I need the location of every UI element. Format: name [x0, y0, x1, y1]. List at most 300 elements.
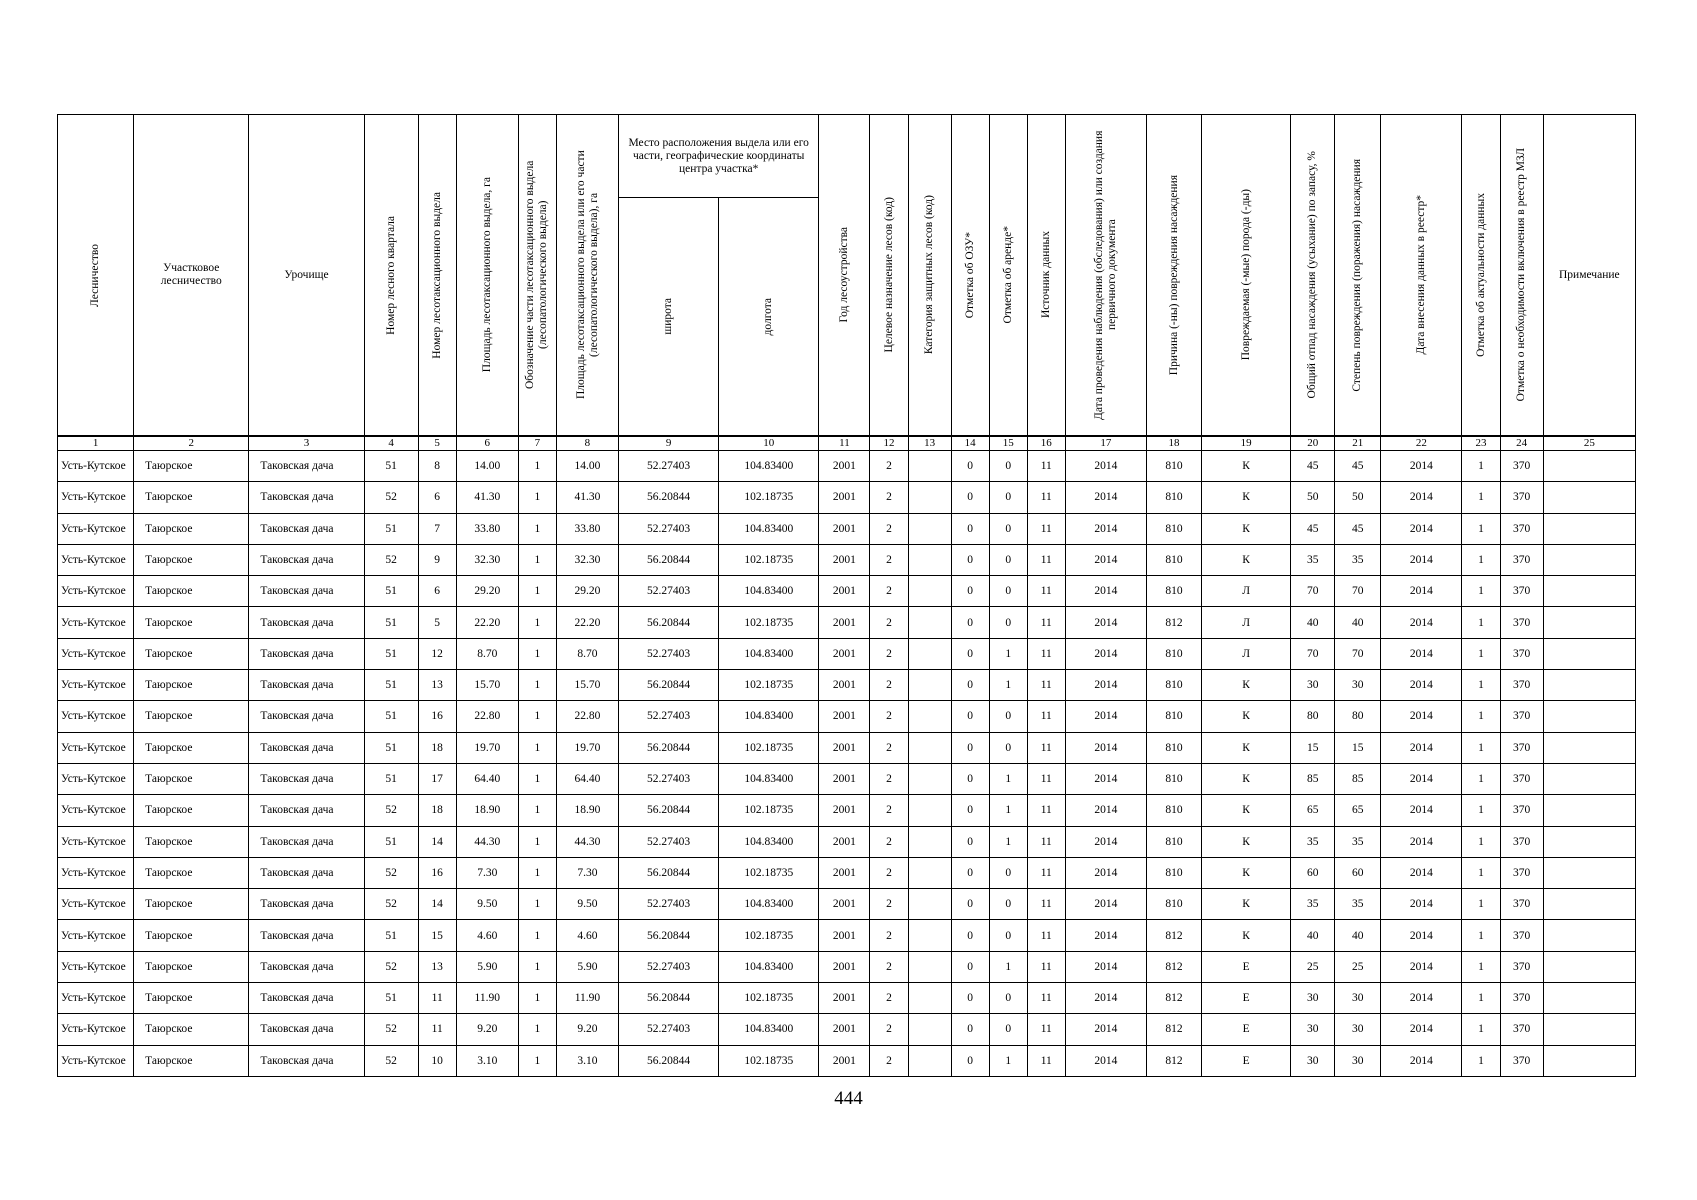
cell-allotment-area: 3.10 [456, 1045, 518, 1076]
cell-forestry: Усть-Кутское [58, 670, 134, 701]
cell-inventory-year: 2001 [819, 732, 870, 763]
cell-entry-date: 2014 [1381, 670, 1462, 701]
cell-cause: 810 [1146, 857, 1201, 888]
cell-species: К [1202, 826, 1291, 857]
header-mzl-mark: Отметка о необходимости включения в реестр МЗЛ [1500, 115, 1543, 437]
cell-loss: 35 [1291, 826, 1335, 857]
cell-mzl: 370 [1500, 513, 1543, 544]
cell-purpose: 2 [870, 763, 908, 794]
cell-district: Таюрское [134, 670, 249, 701]
cell-relevance: 1 [1462, 1014, 1500, 1045]
cell-allotment: 16 [418, 857, 456, 888]
cell-degree: 50 [1335, 482, 1381, 513]
cell-allotment: 10 [418, 1045, 456, 1076]
cell-longitude: 104.83400 [719, 576, 819, 607]
cell-lease: 0 [989, 451, 1027, 482]
header-latitude: широта [618, 198, 718, 436]
cell-tract: Таковская дача [249, 607, 364, 638]
cell-degree: 60 [1335, 857, 1381, 888]
cell-latitude: 52.27403 [618, 513, 718, 544]
cell-loss: 30 [1291, 670, 1335, 701]
cell-purpose: 2 [870, 451, 908, 482]
cell-species: Л [1202, 638, 1291, 669]
cell-lease: 1 [989, 670, 1027, 701]
cell-allotment: 13 [418, 951, 456, 982]
cell-species: К [1202, 732, 1291, 763]
cell-source: 11 [1027, 701, 1065, 732]
cell-mzl: 370 [1500, 607, 1543, 638]
cell-lease: 0 [989, 889, 1027, 920]
page-number: 444 [834, 1088, 863, 1109]
cell-lease: 1 [989, 763, 1027, 794]
cell-cause: 810 [1146, 889, 1201, 920]
cell-lease: 0 [989, 607, 1027, 638]
cell-tract: Таковская дача [249, 513, 364, 544]
cell-tract: Таковская дача [249, 576, 364, 607]
cell-mzl: 370 [1500, 482, 1543, 513]
cell-purpose: 2 [870, 544, 908, 575]
column-number-cell: 21 [1335, 436, 1381, 451]
column-number-cell: 25 [1543, 436, 1635, 451]
cell-inventory-year: 2001 [819, 1014, 870, 1045]
cell-longitude: 102.18735 [719, 920, 819, 951]
cell-longitude: 102.18735 [719, 732, 819, 763]
cell-purpose: 2 [870, 951, 908, 982]
cell-relevance: 1 [1462, 826, 1500, 857]
cell-cause: 810 [1146, 482, 1201, 513]
cell-lease: 1 [989, 951, 1027, 982]
cell-cause: 810 [1146, 826, 1201, 857]
header-longitude: долгота [719, 198, 819, 436]
cell-forestry: Усть-Кутское [58, 576, 134, 607]
cell-observation-date: 2014 [1065, 451, 1146, 482]
cell-loss: 50 [1291, 482, 1335, 513]
cell-tract: Таковская дача [249, 983, 364, 1014]
cell-allotment: 17 [418, 763, 456, 794]
cell-species: К [1202, 857, 1291, 888]
table-row [58, 638, 1636, 669]
cell-source: 11 [1027, 732, 1065, 763]
cell-tract: Таковская дача [249, 544, 364, 575]
cell-part: 1 [518, 951, 556, 982]
cell-note [1543, 732, 1635, 763]
cell-loss: 35 [1291, 889, 1335, 920]
cell-ozu: 0 [951, 826, 989, 857]
cell-inventory-year: 2001 [819, 670, 870, 701]
cell-forestry: Усть-Кутское [58, 1014, 134, 1045]
cell-note [1543, 857, 1635, 888]
cell-loss: 65 [1291, 795, 1335, 826]
cell-ozu: 0 [951, 1014, 989, 1045]
cell-longitude: 102.18735 [719, 544, 819, 575]
cell-species: К [1202, 701, 1291, 732]
cell-allotment: 18 [418, 795, 456, 826]
header-inventory-year: Год лесоустройства [819, 115, 870, 437]
cell-protective-category [908, 951, 951, 982]
cell-latitude: 56.20844 [618, 857, 718, 888]
cell-relevance: 1 [1462, 983, 1500, 1014]
cell-degree: 70 [1335, 638, 1381, 669]
cell-cause: 810 [1146, 576, 1201, 607]
cell-inventory-year: 2001 [819, 1045, 870, 1076]
cell-degree: 65 [1335, 795, 1381, 826]
cell-allotment-area: 5.90 [456, 951, 518, 982]
cell-mzl: 370 [1500, 1045, 1543, 1076]
cell-degree: 15 [1335, 732, 1381, 763]
cell-purpose: 2 [870, 1014, 908, 1045]
cell-longitude: 102.18735 [719, 983, 819, 1014]
column-number-cell: 12 [870, 436, 908, 451]
cell-part: 1 [518, 576, 556, 607]
table-row [58, 826, 1636, 857]
cell-tract: Таковская дача [249, 763, 364, 794]
cell-quarter: 51 [364, 638, 418, 669]
header-allotment-part: Обозначение части лесотаксационного выдела (лесопатологического выдела) [518, 115, 556, 437]
cell-part-area: 18.90 [556, 795, 618, 826]
cell-longitude: 102.18735 [719, 795, 819, 826]
cell-loss: 40 [1291, 607, 1335, 638]
cell-part-area: 22.80 [556, 701, 618, 732]
cell-ozu: 0 [951, 795, 989, 826]
cell-ozu: 0 [951, 763, 989, 794]
cell-part: 1 [518, 795, 556, 826]
cell-inventory-year: 2001 [819, 826, 870, 857]
cell-relevance: 1 [1462, 920, 1500, 951]
cell-part-area: 14.00 [556, 451, 618, 482]
header-observation-date: Дата проведения наблюдения (обследования) или создания первичного документа [1065, 115, 1146, 437]
cell-allotment-area: 15.70 [456, 670, 518, 701]
cell-relevance: 1 [1462, 638, 1500, 669]
cell-species: К [1202, 513, 1291, 544]
cell-cause: 812 [1146, 951, 1201, 982]
cell-latitude: 52.27403 [618, 1014, 718, 1045]
column-number-cell: 23 [1462, 436, 1500, 451]
cell-protective-category [908, 1045, 951, 1076]
cell-district: Таюрское [134, 983, 249, 1014]
cell-degree: 30 [1335, 1014, 1381, 1045]
cell-lease: 1 [989, 826, 1027, 857]
cell-entry-date: 2014 [1381, 638, 1462, 669]
cell-observation-date: 2014 [1065, 920, 1146, 951]
cell-district: Таюрское [134, 951, 249, 982]
cell-quarter: 51 [364, 732, 418, 763]
cell-ozu: 0 [951, 482, 989, 513]
cell-inventory-year: 2001 [819, 576, 870, 607]
cell-allotment: 11 [418, 1014, 456, 1045]
column-number-cell: 13 [908, 436, 951, 451]
cell-allotment-area: 44.30 [456, 826, 518, 857]
cell-part: 1 [518, 763, 556, 794]
cell-entry-date: 2014 [1381, 482, 1462, 513]
cell-relevance: 1 [1462, 607, 1500, 638]
column-number-cell: 20 [1291, 436, 1335, 451]
column-number-cell: 7 [518, 436, 556, 451]
table-row [58, 670, 1636, 701]
cell-quarter: 51 [364, 983, 418, 1014]
cell-part-area: 33.80 [556, 513, 618, 544]
header-quarter-number: Номер лесного квартала [364, 115, 418, 437]
cell-relevance: 1 [1462, 795, 1500, 826]
cell-longitude: 104.83400 [719, 701, 819, 732]
cell-mzl: 370 [1500, 544, 1543, 575]
cell-part-area: 4.60 [556, 920, 618, 951]
cell-loss: 30 [1291, 1045, 1335, 1076]
cell-longitude: 104.83400 [719, 1014, 819, 1045]
cell-quarter: 52 [364, 544, 418, 575]
header-data-source: Источник данных [1027, 115, 1065, 437]
cell-part-area: 3.10 [556, 1045, 618, 1076]
cell-allotment-area: 9.50 [456, 889, 518, 920]
cell-relevance: 1 [1462, 544, 1500, 575]
cell-mzl: 370 [1500, 951, 1543, 982]
header-allotment-number: Номер лесотаксационного выдела [418, 115, 456, 437]
cell-species: К [1202, 670, 1291, 701]
cell-source: 11 [1027, 889, 1065, 920]
cell-loss: 60 [1291, 857, 1335, 888]
cell-source: 11 [1027, 513, 1065, 544]
cell-cause: 810 [1146, 732, 1201, 763]
cell-observation-date: 2014 [1065, 607, 1146, 638]
cell-district: Таюрское [134, 451, 249, 482]
cell-latitude: 56.20844 [618, 607, 718, 638]
header-district-forestry: Участковое лесничество [134, 115, 249, 437]
cell-ozu: 0 [951, 951, 989, 982]
cell-tract: Таковская дача [249, 732, 364, 763]
cell-allotment: 7 [418, 513, 456, 544]
cell-latitude: 52.27403 [618, 763, 718, 794]
cell-mzl: 370 [1500, 826, 1543, 857]
cell-longitude: 102.18735 [719, 482, 819, 513]
cell-purpose: 2 [870, 607, 908, 638]
cell-loss: 40 [1291, 920, 1335, 951]
cell-loss: 25 [1291, 951, 1335, 982]
cell-mzl: 370 [1500, 451, 1543, 482]
cell-latitude: 52.27403 [618, 826, 718, 857]
cell-note [1543, 638, 1635, 669]
cell-source: 11 [1027, 826, 1065, 857]
cell-loss: 70 [1291, 576, 1335, 607]
cell-mzl: 370 [1500, 857, 1543, 888]
table-row [58, 763, 1636, 794]
cell-part: 1 [518, 670, 556, 701]
cell-latitude: 52.27403 [618, 451, 718, 482]
cell-part: 1 [518, 451, 556, 482]
cell-degree: 35 [1335, 826, 1381, 857]
cell-relevance: 1 [1462, 732, 1500, 763]
cell-tract: Таковская дача [249, 701, 364, 732]
cell-forestry: Усть-Кутское [58, 732, 134, 763]
cell-part: 1 [518, 701, 556, 732]
cell-lease: 0 [989, 482, 1027, 513]
cell-part: 1 [518, 1014, 556, 1045]
cell-inventory-year: 2001 [819, 482, 870, 513]
cell-part: 1 [518, 1045, 556, 1076]
cell-cause: 812 [1146, 1045, 1201, 1076]
cell-relevance: 1 [1462, 576, 1500, 607]
cell-part-area: 22.20 [556, 607, 618, 638]
cell-entry-date: 2014 [1381, 763, 1462, 794]
cell-forestry: Усть-Кутское [58, 544, 134, 575]
cell-source: 11 [1027, 951, 1065, 982]
cell-cause: 812 [1146, 983, 1201, 1014]
cell-loss: 45 [1291, 451, 1335, 482]
cell-latitude: 52.27403 [618, 701, 718, 732]
cell-part-area: 44.30 [556, 826, 618, 857]
cell-mzl: 370 [1500, 795, 1543, 826]
cell-entry-date: 2014 [1381, 544, 1462, 575]
cell-source: 11 [1027, 920, 1065, 951]
cell-entry-date: 2014 [1381, 513, 1462, 544]
cell-part-area: 32.30 [556, 544, 618, 575]
cell-source: 11 [1027, 795, 1065, 826]
cell-district: Таюрское [134, 1045, 249, 1076]
cell-mzl: 370 [1500, 763, 1543, 794]
cell-longitude: 104.83400 [719, 889, 819, 920]
cell-longitude: 104.83400 [719, 763, 819, 794]
cell-cause: 810 [1146, 513, 1201, 544]
cell-species: Е [1202, 1014, 1291, 1045]
header-protective-category: Категория защитных лесов (код) [908, 115, 951, 437]
cell-protective-category [908, 920, 951, 951]
cell-lease: 0 [989, 983, 1027, 1014]
cell-inventory-year: 2001 [819, 889, 870, 920]
cell-allotment: 12 [418, 638, 456, 669]
cell-longitude: 104.83400 [719, 826, 819, 857]
cell-note [1543, 1045, 1635, 1076]
cell-protective-category [908, 795, 951, 826]
cell-district: Таюрское [134, 544, 249, 575]
cell-ozu: 0 [951, 607, 989, 638]
cell-quarter: 51 [364, 701, 418, 732]
cell-inventory-year: 2001 [819, 607, 870, 638]
cell-part-area: 15.70 [556, 670, 618, 701]
header-entry-date: Дата внесения данных в реестр* [1381, 115, 1462, 437]
cell-observation-date: 2014 [1065, 857, 1146, 888]
header-ozu-mark: Отметка об ОЗУ* [951, 115, 989, 437]
cell-tract: Таковская дача [249, 826, 364, 857]
cell-part-area: 5.90 [556, 951, 618, 982]
cell-observation-date: 2014 [1065, 638, 1146, 669]
cell-allotment: 14 [418, 826, 456, 857]
cell-loss: 85 [1291, 763, 1335, 794]
cell-lease: 0 [989, 920, 1027, 951]
cell-quarter: 51 [364, 763, 418, 794]
cell-degree: 45 [1335, 451, 1381, 482]
cell-protective-category [908, 670, 951, 701]
cell-source: 11 [1027, 1014, 1065, 1045]
cell-loss: 45 [1291, 513, 1335, 544]
cell-protective-category [908, 732, 951, 763]
table-row [58, 1014, 1636, 1045]
cell-part: 1 [518, 920, 556, 951]
cell-protective-category [908, 857, 951, 888]
cell-allotment: 13 [418, 670, 456, 701]
cell-allotment-area: 9.20 [456, 1014, 518, 1045]
cell-observation-date: 2014 [1065, 544, 1146, 575]
cell-purpose: 2 [870, 920, 908, 951]
column-number-cell: 11 [819, 436, 870, 451]
cell-quarter: 51 [364, 451, 418, 482]
cell-loss: 30 [1291, 1014, 1335, 1045]
cell-tract: Таковская дача [249, 451, 364, 482]
cell-latitude: 56.20844 [618, 983, 718, 1014]
cell-mzl: 370 [1500, 732, 1543, 763]
cell-allotment-area: 22.20 [456, 607, 518, 638]
column-number-cell: 10 [719, 436, 819, 451]
cell-longitude: 102.18735 [719, 607, 819, 638]
cell-allotment-area: 32.30 [456, 544, 518, 575]
cell-tract: Таковская дача [249, 638, 364, 669]
cell-quarter: 51 [364, 670, 418, 701]
cell-loss: 35 [1291, 544, 1335, 575]
cell-relevance: 1 [1462, 951, 1500, 982]
cell-inventory-year: 2001 [819, 451, 870, 482]
cell-entry-date: 2014 [1381, 920, 1462, 951]
cell-entry-date: 2014 [1381, 607, 1462, 638]
cell-degree: 40 [1335, 920, 1381, 951]
cell-species: К [1202, 889, 1291, 920]
cell-latitude: 52.27403 [618, 576, 718, 607]
cell-purpose: 2 [870, 983, 908, 1014]
cell-part-area: 64.40 [556, 763, 618, 794]
cell-longitude: 104.83400 [719, 638, 819, 669]
cell-quarter: 52 [364, 1014, 418, 1045]
cell-note [1543, 1014, 1635, 1045]
cell-part-area: 7.30 [556, 857, 618, 888]
cell-ozu: 0 [951, 670, 989, 701]
cell-entry-date: 2014 [1381, 1014, 1462, 1045]
cell-entry-date: 2014 [1381, 889, 1462, 920]
cell-purpose: 2 [870, 513, 908, 544]
cell-species: К [1202, 763, 1291, 794]
cell-note [1543, 920, 1635, 951]
cell-observation-date: 2014 [1065, 1014, 1146, 1045]
cell-part-area: 29.20 [556, 576, 618, 607]
cell-inventory-year: 2001 [819, 795, 870, 826]
cell-lease: 0 [989, 1014, 1027, 1045]
cell-observation-date: 2014 [1065, 732, 1146, 763]
cell-quarter: 51 [364, 576, 418, 607]
cell-tract: Таковская дача [249, 951, 364, 982]
cell-longitude: 102.18735 [719, 670, 819, 701]
cell-lease: 1 [989, 795, 1027, 826]
cell-entry-date: 2014 [1381, 451, 1462, 482]
cell-cause: 810 [1146, 670, 1201, 701]
cell-part: 1 [518, 889, 556, 920]
cell-part: 1 [518, 857, 556, 888]
cell-protective-category [908, 889, 951, 920]
cell-forestry: Усть-Кутское [58, 889, 134, 920]
cell-observation-date: 2014 [1065, 795, 1146, 826]
cell-source: 11 [1027, 607, 1065, 638]
table-body [58, 451, 1636, 1077]
cell-source: 11 [1027, 544, 1065, 575]
cell-relevance: 1 [1462, 889, 1500, 920]
cell-observation-date: 2014 [1065, 701, 1146, 732]
cell-source: 11 [1027, 1045, 1065, 1076]
cell-note [1543, 576, 1635, 607]
cell-cause: 812 [1146, 920, 1201, 951]
cell-ozu: 0 [951, 638, 989, 669]
cell-note [1543, 701, 1635, 732]
cell-cause: 812 [1146, 607, 1201, 638]
cell-observation-date: 2014 [1065, 576, 1146, 607]
cell-district: Таюрское [134, 638, 249, 669]
cell-lease: 0 [989, 513, 1027, 544]
cell-quarter: 51 [364, 607, 418, 638]
cell-protective-category [908, 544, 951, 575]
cell-inventory-year: 2001 [819, 701, 870, 732]
